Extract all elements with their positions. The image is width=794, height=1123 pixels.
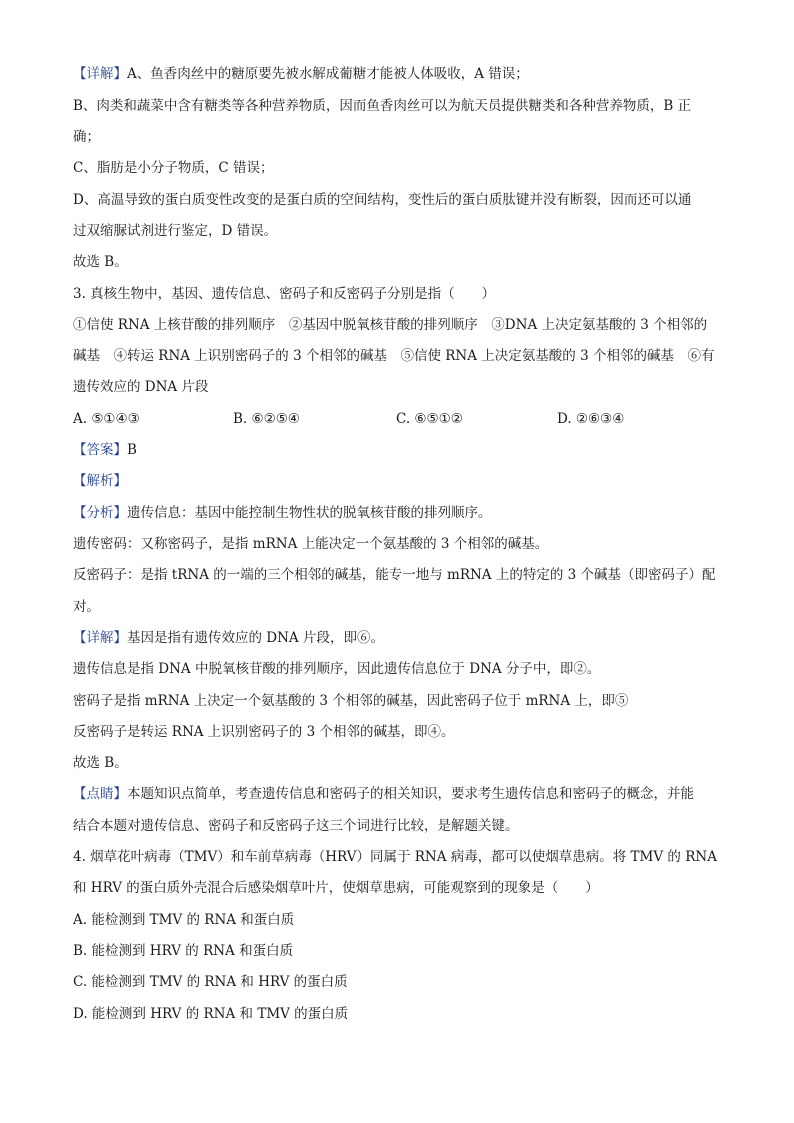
q2-detail-line-3: 确； <box>73 129 100 145</box>
q3-detail-1: 【详解】基因是指有遗传效应的 DNA 片段，即⑥。 <box>73 630 384 646</box>
q3-items-line-2: 碱基 ④转运 RNA 上识别密码子的 3 个相邻的碱基 ⑤信使 RNA 上决定氨基酸的 3 个相邻的碱基 ⑥有 <box>73 348 715 364</box>
q2-detail-line-2: B、肉类和蔬菜中含有糖类等各种营养物质，因而鱼香肉丝可以为航天员提供糖类和各种营养物质，B 正 <box>73 98 692 114</box>
q3-detail-2: 遗传信息是指 DNA 中脱氧核苷酸的排列顺序，因此遗传信息位于 DNA 分子中，即②。 <box>73 661 601 677</box>
q2-detail-line-1: 【详解】A、鱼香肉丝中的糖原要先被水解成葡糖才能被人体吸收，A 错误； <box>73 66 529 82</box>
q3-items-line-3: 遗传效应的 DNA 片段 <box>73 379 209 395</box>
detail-tag: 【详解】 <box>73 66 127 82</box>
q3-stem: 3. 真核生物中，基因、遗传信息、密码子和反密码子分别是指（ ） <box>73 286 496 302</box>
comment-tag: 【点睛】 <box>73 786 127 802</box>
q3-answer <box>73 435 721 466</box>
analysis-tag: 【解析】 <box>73 473 127 489</box>
q3-analysis-2: 遗传密码：又称密码子，是指 mRNA 上能决定一个氨基酸的 3 个相邻的碱基。 <box>73 536 549 552</box>
q2-detail-line-6: 过双缩脲试剂进行鉴定，D 错误。 <box>73 223 278 239</box>
q3-analysis-3a: 反密码子：是指 tRNA 的一端的三个相邻的碱基，能专一地与 mRNA 上的特定的 3 个碱基（即密码子）配 <box>73 567 716 583</box>
q4-option-d: D. 能检测到 HRV 的 RNA 和 TMV 的蛋白质 <box>73 1006 349 1022</box>
q3-comment-2: 结合本题对遗传信息、密码子和反密码子这三个词进行比较，是解题关键。 <box>73 818 519 834</box>
q3-analysis-1: 【分析】遗传信息：基因中能控制生物性状的脱氧核苷酸的排列顺序。 <box>73 505 492 521</box>
q3-analysis-3b: 对。 <box>73 599 100 615</box>
q3-option-d: D. ②⑥③④ <box>557 411 625 427</box>
q3-conclusion: 故选 B。 <box>73 755 128 771</box>
q4-option-a: A. 能检测到 TMV 的 RNA 和蛋白质 <box>73 912 295 928</box>
q3-items-line-1: ①信使 RNA 上核苷酸的排列顺序 ②基因中脱氧核苷酸的排列顺序 ③DNA 上决定氨基酸的 3 个相邻的 <box>73 317 708 333</box>
q4-stem-2: 和 HRV 的蛋白质外壳混合后感染烟草叶片，使烟草患病，可能观察到的现象是（ ） <box>73 880 599 896</box>
q3-analysis-heading <box>73 466 721 497</box>
q4-stem-1: 4. 烟草花叶病毒（TMV）和车前草病毒（HRV）同属于 RNA 病毒，都可以使烟草患病。将 TMV 的 RNA <box>73 849 717 865</box>
q3-comment-1: 【点睛】本题知识点简单，考查遗传信息和密码子的相关知识，要求考生遗传信息和密码子的概念，并能 <box>73 786 694 802</box>
q3-option-c: C. ⑥⑤①② <box>396 411 463 427</box>
answer-value: B <box>127 442 137 458</box>
q3-detail-4: 反密码子是转运 RNA 上识别密码子的 3 个相邻的碱基，即④。 <box>73 724 455 740</box>
answer-tag: 【答案】 <box>73 442 127 458</box>
q3-detail-3: 密码子是指 mRNA 上决定一个氨基酸的 3 个相邻的碱基，因此密码子位于 mRNA 上，即⑤ <box>73 693 629 709</box>
q3-option-a: A. ⑤①④③ <box>73 411 140 427</box>
q2-detail-line-5: D、高温导致的蛋白质变性改变的是蛋白质的空间结构，变性后的蛋白质肽键并没有断裂，因而还可以通 <box>73 192 692 208</box>
q2-detail-line-4: C、脂肪是小分子物质，C 错误； <box>73 160 274 176</box>
detail-tag: 【详解】 <box>73 630 127 646</box>
q3-option-b: B. ⑥②⑤④ <box>233 411 300 427</box>
q3-options <box>0 404 794 435</box>
q2-conclusion: 故选 B。 <box>73 254 128 270</box>
q4-option-c: C. 能检测到 TMV 的 RNA 和 HRV 的蛋白质 <box>73 974 348 990</box>
q4-option-b: B. 能检测到 HRV 的 RNA 和蛋白质 <box>73 943 294 959</box>
analysis-sub-tag: 【分析】 <box>73 505 127 521</box>
